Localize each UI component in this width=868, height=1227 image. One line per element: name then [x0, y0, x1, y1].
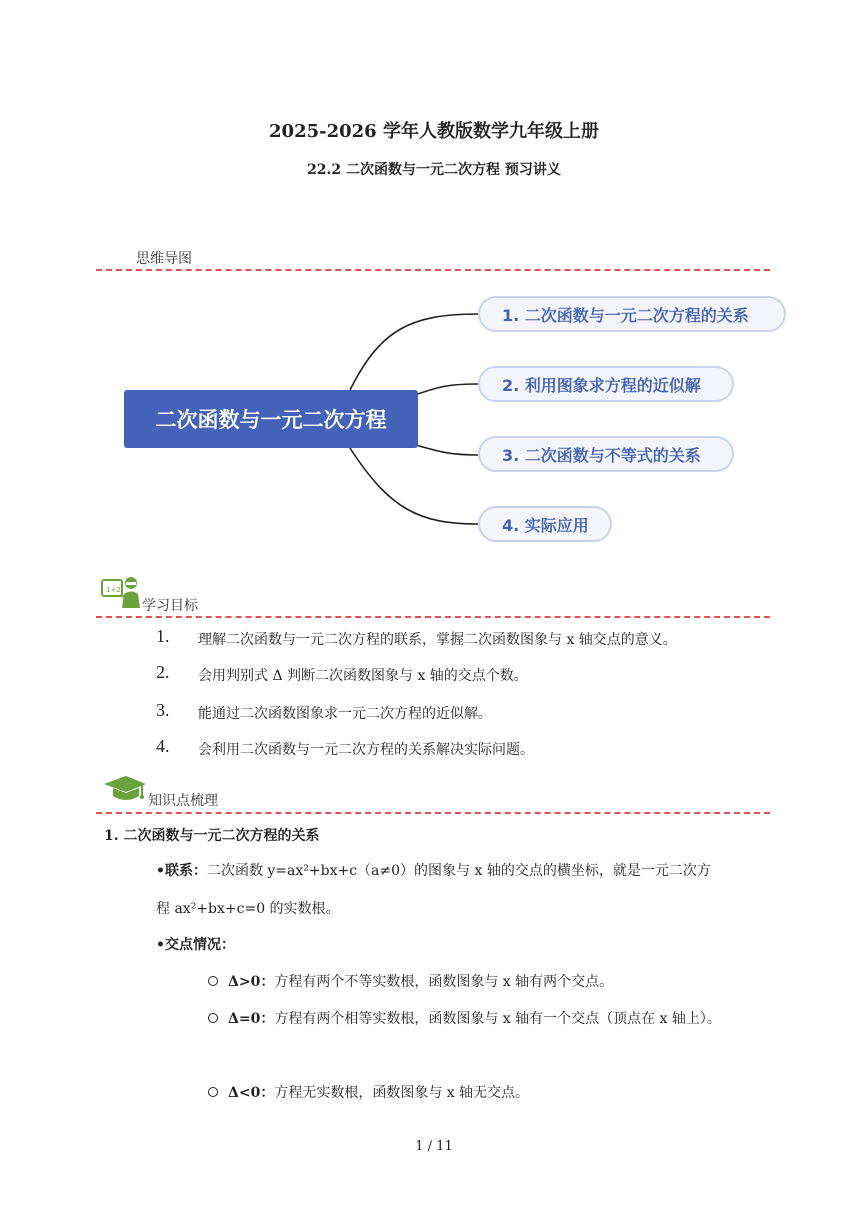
circle-bullet-icon	[208, 1087, 218, 1097]
case-item	[208, 1012, 721, 1026]
case-text: 方程有两个相等实数根，函数图象与 x 轴有一个交点（顶点在 x 轴上）。	[274, 1011, 721, 1027]
mindmap-section-label: 思维导图	[136, 251, 192, 267]
knowledge-heading: 1. 二次函数与一元二次方程的关系	[104, 828, 320, 844]
link-label: •联系：	[156, 863, 207, 879]
objective-text: 理解二次函数与一元二次方程的联系，掌握二次函数图象与 x 轴交点的意义。	[198, 632, 677, 648]
mindmap-branch-3: 3. 二次函数与不等式的关系	[478, 436, 734, 472]
objective-item	[0, 662, 868, 686]
cases-label: •交点情况：	[156, 937, 235, 953]
circle-bullet-icon	[208, 976, 218, 986]
objective-text: 能通过二次函数图象求一元二次方程的近似解。	[198, 706, 492, 722]
objective-number: 4.	[156, 736, 170, 756]
case-condition: Δ>0：	[228, 974, 275, 990]
section-divider	[96, 616, 770, 618]
link-text: 二次函数 y=ax²+bx+c（a≠0）的图象与 x 轴的交点的横坐标，就是一元二次方	[206, 863, 711, 879]
section-divider	[96, 812, 770, 814]
case-condition: Δ<0：	[228, 1085, 275, 1101]
objective-text: 会用判别式 Δ 判断二次函数图象与 x 轴的交点个数。	[198, 668, 528, 684]
doc-title: 2025-2026 学年人教版数学九年级上册	[269, 121, 599, 142]
knowledge-section-label: 知识点梳理	[148, 793, 218, 809]
objective-item	[0, 626, 868, 650]
link-line-2: 程 ax²+bx+c=0 的实数根。	[156, 901, 340, 917]
case-text: 方程有两个不等实数根，函数图象与 x 轴有两个交点。	[274, 974, 614, 990]
objective-text: 会利用二次函数与一元二次方程的关系解决实际问题。	[198, 742, 534, 758]
mindmap-branch-4: 4. 实际应用	[478, 506, 612, 542]
page-number: 1 / 11	[415, 1139, 453, 1154]
objectives-section-label: 学习目标	[142, 598, 198, 614]
mindmap-branch-1: 1. 二次函数与一元二次方程的关系	[478, 296, 786, 332]
case-text: 方程无实数根，函数图象与 x 轴无交点。	[274, 1085, 530, 1101]
case-item	[208, 1086, 529, 1100]
circle-bullet-icon	[208, 1013, 218, 1023]
doc-subtitle: 22.2 二次函数与一元二次方程 预习讲义	[307, 162, 561, 178]
case-item	[208, 975, 613, 989]
objective-number: 2.	[156, 662, 170, 682]
link-line-1	[156, 864, 711, 878]
svg-text:1+2: 1+2	[106, 586, 121, 594]
objective-item	[0, 736, 868, 760]
case-condition: Δ=0：	[228, 1011, 275, 1027]
graduation-cap-icon	[102, 774, 148, 806]
objective-number: 3.	[156, 700, 170, 720]
objective-number: 1.	[156, 626, 170, 646]
teacher-icon	[100, 574, 144, 610]
mindmap-branch-2: 2. 利用图象求方程的近似解	[478, 366, 734, 402]
mindmap-root: 二次函数与一元二次方程	[124, 390, 418, 448]
objective-item	[0, 700, 868, 724]
